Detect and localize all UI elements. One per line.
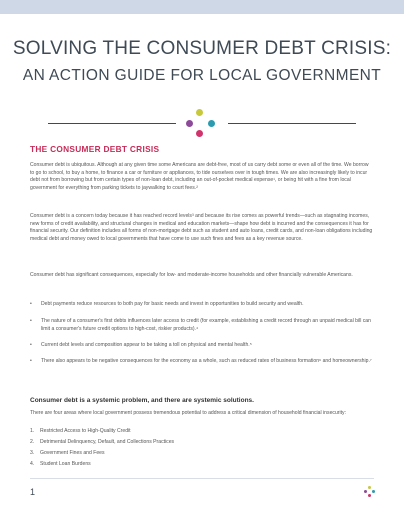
small-dot-purple [364, 490, 367, 493]
bullet-text: There also appears to be negative consequences for the economy as a whole, such as reduced rates of business formation⁶ and homeownership.⁷ [41, 358, 372, 364]
document-title-line1: SOLVING THE CONSUMER DEBT CRISIS: [12, 38, 392, 59]
small-dot-teal [372, 490, 375, 493]
bullet-text: Debt payments reduce resources to both pay for basic needs and invest in opportunities to build security and wealth. [41, 301, 304, 307]
dot-teal [208, 120, 215, 127]
list-number: 4. [30, 461, 35, 467]
list-text: Restricted Access to High-Quality Credit [40, 428, 131, 434]
section-heading: THE CONSUMER DEBT CRISIS [30, 144, 160, 154]
paragraph-2: Consumer debt is a concern today because it has reached record levels³ and because its rise comes as powerful trends—such as stagnating incomes, new forms of credit availability, and structural changes in medical and education markets—shape how debt is incurred and the consequences it has for financial security. Our definition includes all forms of non-mortgage debt such as student and auto loans, credit cards, and non-loan obligations including medical debt and money owed to local governments that have come to use such fines and fees as a key revenue source. [30, 213, 373, 243]
list-number: 3. [30, 450, 35, 456]
bullet-dot-icon: • [30, 318, 32, 324]
page-number: 1 [30, 487, 36, 497]
title-divider-right [228, 123, 356, 124]
paragraph-3: Consumer debt has significant consequences, especially for low- and moderate-income households and other financially vulnerable Americans. [30, 272, 353, 278]
list-text: Student Loan Burdens [40, 461, 91, 467]
list-item [30, 450, 105, 456]
bullet-dot-icon: • [30, 358, 32, 364]
title-divider-left [48, 123, 176, 124]
subheading: Consumer debt is a systemic problem, and there are systemic solutions. [30, 397, 254, 404]
paragraph-4: There are four areas where local government possess tremendous potential to address a critical dimension of household financial insecurity: [30, 410, 346, 416]
small-dot-yellow [368, 486, 371, 489]
bullet-dot-icon: • [30, 301, 32, 307]
list-text: Government Fines and Fees [40, 450, 105, 456]
list-item [30, 428, 131, 434]
footer-divider [30, 478, 374, 479]
document-title-line2: AN ACTION GUIDE FOR LOCAL GOVERNMENT [22, 67, 382, 84]
dot-purple [186, 120, 193, 127]
list-item [30, 439, 174, 445]
top-color-band [0, 0, 404, 14]
list-number: 1. [30, 428, 35, 434]
dot-pink [196, 130, 203, 137]
list-text: Detrimental Delinquency, Default, and Collections Practices [40, 439, 175, 445]
list-item [30, 461, 91, 467]
small-dot-pink [368, 494, 371, 497]
list-number: 2. [30, 439, 35, 445]
bullet-text: The nature of a consumer's first debts influences later access to credit (for example, establishing a credit record through an unpaid medical bill can limit a consumer's future credit options to high-cost, riskier products).⁴ [41, 318, 371, 332]
paragraph-1: Consumer debt is ubiquitous. Although at any given time some Americans are debt-free, most of us carry debt some or even all of the time. We borrow to go to school, to buy a home, to finance a car or furniture or appliances, to tide ourselves over in tough times. We are also increasingly likely to incur debt not from borrowing but from certain types of non-loan debt, including an out-of-pocket medical expense¹, or being hit with a fine from local government for everything from parking tickets to jaywalking to court fees.² [30, 162, 369, 192]
dot-yellow [196, 109, 203, 116]
bullet-text: Current debt levels and composition appear to be taking a toll on physical and mental health.⁵ [41, 342, 252, 348]
bullet-dot-icon: • [30, 342, 32, 348]
